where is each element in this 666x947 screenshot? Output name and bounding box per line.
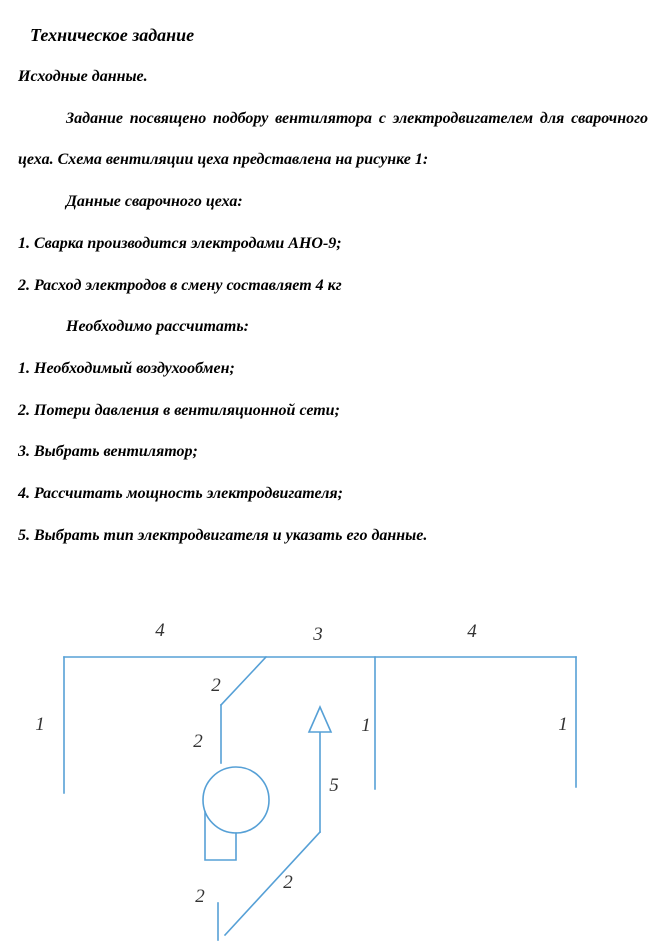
list-item: 4. Рассчитать мощность электродвигателя; [18, 485, 343, 503]
duct-lines [64, 657, 576, 940]
diagram-label: 1 [558, 714, 568, 735]
exhaust-arrow-icon [309, 707, 331, 732]
diagram-label: 2 [195, 886, 205, 907]
upper-diagonal-line [221, 657, 266, 705]
intro-paragraph: Задание посвящено подбору вентилятора с электродвигателем для сварочного цеха. Схема вентиляции цеха представлена на рисунке 1: [18, 109, 648, 169]
lead-text: Исходные данные. [18, 68, 148, 85]
list-item: 2. Потери давления в вентиляционной сети; [18, 401, 340, 419]
list-item: 1. Сварка производится электродами АНО-9; [18, 234, 342, 252]
list-item: 1. Необходимый воздухообмен; [18, 359, 235, 377]
section-shop-heading: Данные сварочного цеха: [66, 193, 243, 211]
diagram-label: 1 [35, 714, 45, 735]
section-calc-heading: Необходимо рассчитать: [66, 318, 250, 336]
lower-diagonal-line [225, 832, 320, 935]
diagram-label: 2 [211, 675, 221, 696]
list-item: 2. Расход электродов в смену составляет 4 кг [18, 276, 342, 294]
fan-icon [203, 767, 269, 860]
diagram-label: 4 [155, 620, 165, 641]
ventilation-scheme-figure [0, 600, 666, 947]
list-item: 3. Выбрать вентилятор; [18, 443, 198, 461]
diagram-labels [35, 620, 568, 907]
diagram-label: 4 [467, 621, 477, 642]
diagram-label: 2 [283, 872, 293, 893]
diagram-label: 2 [193, 731, 203, 752]
list-item: 5. Выбрать тип электродвигателя и указать его данные. [18, 526, 428, 544]
diagram-label: 1 [361, 715, 371, 736]
fan-housing-circle [203, 767, 269, 833]
page-title: Техническое задание [30, 25, 195, 45]
diagram-label: 5 [329, 775, 339, 796]
diagram-label: 3 [313, 624, 323, 645]
